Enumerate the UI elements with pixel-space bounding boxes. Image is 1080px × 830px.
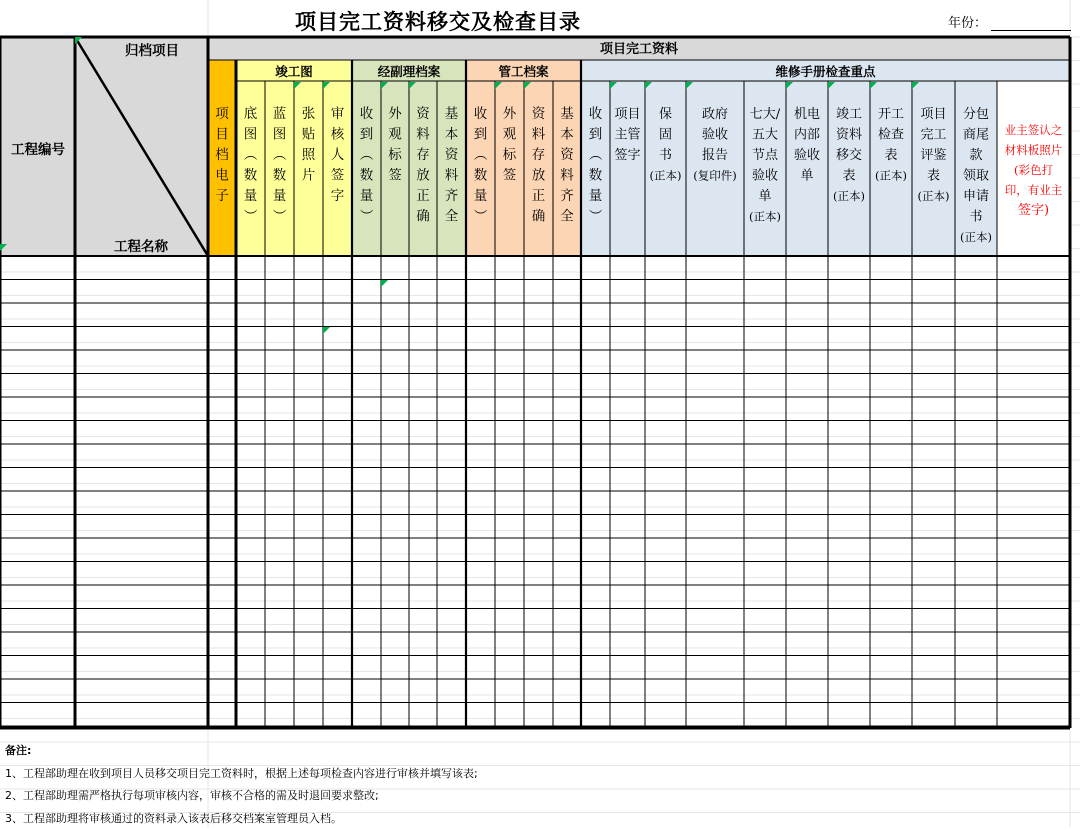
column-header-char: 档 — [215, 146, 229, 163]
column-header-char: 全 — [560, 209, 574, 225]
row-header-top: 归档项目 — [125, 42, 179, 59]
column-header-line: 内部 — [794, 127, 820, 143]
column-header-char: （ — [242, 147, 258, 161]
column-header-line: 资料 — [836, 127, 862, 143]
column-header-char: 料 — [560, 168, 574, 184]
column-header-char: 收 — [589, 105, 603, 122]
column-header-char: 量 — [474, 188, 488, 204]
column-header-line: 表 — [927, 169, 940, 184]
group-label-g4: 维修手册检查重点 — [775, 64, 876, 79]
column-header-char: ） — [242, 209, 258, 223]
column-header-line: 保 — [659, 107, 672, 122]
column-header-line: (正本) — [833, 189, 865, 203]
column-header-line: 固 — [659, 128, 672, 143]
column-header-char: 标 — [503, 146, 517, 163]
column-header-line: 完工 — [920, 128, 946, 143]
column-header-char: 签 — [331, 168, 345, 184]
column-header-line: 开工 — [878, 107, 904, 122]
column-header-char: 量 — [244, 188, 258, 204]
group-label-g1: 竣工图 — [275, 64, 313, 79]
column-header-line: 评鉴 — [920, 147, 946, 163]
column-header-char: 图 — [244, 127, 258, 143]
group-label-g2: 经副理档案 — [378, 64, 441, 79]
column-header-line: 商尾 — [963, 127, 989, 143]
column-header-line: 竣工 — [836, 106, 862, 122]
column-header-char: 数 — [244, 167, 258, 184]
column-header-char: 标 — [388, 146, 402, 163]
column-header-char: 收 — [360, 105, 374, 122]
column-header-line: 政府 — [702, 107, 728, 122]
column-header-line: 签字) — [1018, 203, 1049, 218]
column-header-line: 印，有业主 — [1005, 183, 1063, 197]
column-header-char: 核 — [331, 126, 345, 143]
notes-heading: 备注: — [5, 740, 478, 763]
column-header-char: 存 — [416, 147, 430, 163]
column-header-char: 齐 — [560, 188, 574, 204]
column-header-line: (正本) — [650, 169, 682, 183]
column-header-char: 资 — [532, 106, 546, 122]
column-header-line: 表 — [884, 148, 897, 163]
column-header-char: 观 — [388, 127, 402, 143]
column-header-line: 单 — [758, 189, 771, 204]
column-header-char: （ — [358, 147, 374, 161]
column-header-char: 观 — [503, 127, 517, 143]
column-header-char: 收 — [474, 105, 488, 122]
project-no-header: 工程编号 — [11, 141, 65, 158]
column-header-line: 五大 — [752, 127, 778, 143]
column-header-line: 验收 — [752, 168, 778, 184]
year-field[interactable] — [948, 12, 1071, 31]
column-header-line: 申请 — [963, 188, 989, 204]
column-header-char: 目 — [215, 127, 229, 143]
column-header-char: 料 — [416, 127, 430, 143]
column-header-line: 业主签认之 — [1005, 123, 1063, 137]
column-header-char: 外 — [388, 106, 402, 122]
column-header-line: 书 — [969, 209, 982, 225]
column-header-char: 正 — [416, 188, 430, 204]
column-header-line: 移交 — [836, 148, 862, 163]
column-header-line: 项目 — [614, 107, 640, 122]
notes-section — [5, 740, 478, 830]
column-header-char: 基 — [560, 106, 574, 122]
column-header-char: 项 — [215, 106, 229, 122]
column-header-char: 贴 — [302, 127, 316, 143]
year-input-line[interactable] — [991, 18, 1071, 31]
column-header-char: 到 — [360, 127, 374, 143]
column-header-line: 领取 — [963, 168, 989, 184]
column-header-line: 材料板照片 — [1005, 143, 1063, 157]
column-header-line: (正本) — [875, 169, 907, 183]
column-header-line: (正本) — [749, 210, 781, 224]
note-item-1: 1、工程部助理在收到项目人员移交项目完工资料时，根据上述每项检查内容进行审核并填写该表; — [5, 763, 478, 786]
column-header-char: 子 — [215, 188, 229, 204]
column-header-char: ） — [587, 209, 603, 223]
column-header-line: 单 — [800, 169, 813, 184]
column-header-char: 数 — [474, 167, 488, 184]
column-header-char: 电 — [215, 167, 229, 184]
main-group-label: 项目完工资料 — [600, 41, 678, 57]
column-header-line: 项目 — [920, 107, 946, 122]
note-item-3: 3、工程部助理将审核通过的资料录入该表后移交档案室管理员入档。 — [5, 808, 478, 830]
column-header-char: 到 — [589, 127, 603, 143]
column-header-char: 资 — [445, 147, 459, 163]
column-header-char: ） — [472, 209, 488, 223]
column-header-char: 基 — [445, 106, 459, 122]
column-header-char: （ — [587, 147, 603, 161]
column-header-char: 签 — [388, 168, 402, 184]
column-header-line: 款 — [969, 147, 982, 163]
column-header-char: 正 — [532, 188, 546, 204]
column-header-char: （ — [271, 147, 287, 161]
column-header-line: (复印件) — [693, 169, 736, 183]
column-header-char: 签 — [503, 168, 517, 184]
column-header-char: 数 — [273, 167, 287, 184]
column-header-line: 检查 — [878, 127, 904, 143]
column-header-char: 人 — [331, 147, 345, 163]
comment-marker — [323, 327, 330, 334]
column-header-char: 片 — [302, 167, 316, 184]
column-header-char: 确 — [416, 209, 430, 225]
column-header-char: 照 — [302, 147, 316, 163]
year-label: 年份： — [948, 16, 987, 31]
column-header-char: 料 — [445, 168, 459, 184]
column-header-char: 确 — [532, 209, 546, 225]
column-header-line: 节点 — [752, 147, 779, 163]
column-header-line: 验收 — [702, 127, 728, 143]
column-header-char: 审 — [331, 105, 345, 122]
column-header-line: (彩色打 — [1014, 163, 1053, 177]
column-header-char: 外 — [503, 106, 517, 122]
column-header-char: 资 — [416, 106, 430, 122]
column-header-char: 量 — [589, 188, 603, 204]
column-header-char: 本 — [560, 126, 574, 143]
column-header-char: （ — [472, 147, 488, 161]
page-title: 项目完工资料移交及检查目录 — [0, 6, 876, 36]
column-header-line: 书 — [659, 147, 672, 163]
column-header-char: 量 — [273, 188, 287, 204]
column-header-char: 到 — [474, 127, 488, 143]
comment-marker — [381, 280, 388, 287]
column-header-char: ） — [358, 209, 374, 223]
column-header-line: 主管 — [614, 128, 640, 143]
column-header-line: 表 — [842, 169, 855, 184]
column-header-line: 验收 — [794, 147, 820, 163]
column-header-char: 料 — [532, 127, 546, 143]
column-header-char: 数 — [589, 167, 603, 184]
column-header-char: 放 — [532, 168, 546, 184]
column-header-char: 资 — [560, 147, 574, 163]
column-header-line: 报告 — [702, 147, 728, 163]
column-header-line: 七大/ — [750, 106, 781, 122]
column-header-char: 量 — [360, 188, 374, 204]
column-header-char: 蓝 — [273, 105, 287, 122]
column-header-char: ） — [271, 209, 287, 223]
column-header-char: 本 — [445, 126, 459, 143]
column-header-char: 字 — [331, 188, 345, 204]
column-header-char: 图 — [273, 127, 287, 143]
column-header-line: (正本) — [918, 189, 950, 203]
column-header-line: (正本) — [960, 230, 992, 244]
column-header-char: 放 — [416, 168, 430, 184]
column-header-char: 存 — [532, 147, 546, 163]
column-header-line: 机电 — [794, 106, 820, 122]
column-header-char: 张 — [302, 106, 316, 122]
column-header-char: 数 — [360, 167, 374, 184]
row-header-bottom: 工程名称 — [114, 238, 168, 255]
group-label-g3: 管工档案 — [498, 64, 549, 79]
column-header-char: 全 — [445, 209, 459, 225]
column-header-char: 齐 — [445, 188, 459, 204]
column-header-line: 分包 — [963, 107, 989, 122]
note-item-2: 2、工程部助理需严格执行每项审核内容，审核不合格的需及时退回要求整改; — [5, 785, 478, 808]
column-header-char: 底 — [244, 105, 258, 122]
column-header-line: 签字 — [614, 148, 640, 163]
